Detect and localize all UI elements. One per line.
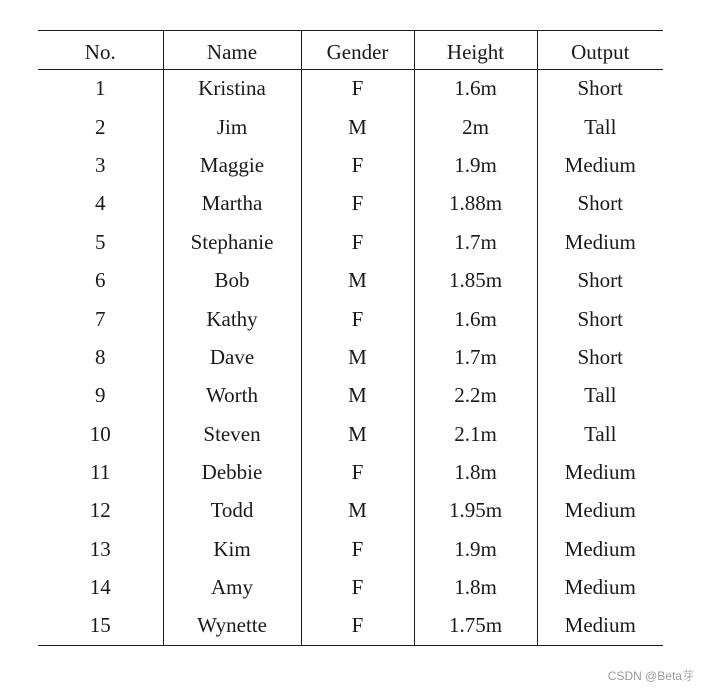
cell-output: Short <box>537 338 663 376</box>
table-row <box>38 492 663 530</box>
cell-output: Medium <box>537 492 663 530</box>
cell-height: 1.95m <box>414 492 537 530</box>
cell-name: Jim <box>163 108 301 146</box>
cell-name: Dave <box>163 338 301 376</box>
cell-gender: F <box>301 530 414 568</box>
cell-name: Kim <box>163 530 301 568</box>
cell-height: 2.2m <box>414 377 537 415</box>
cell-output: Tall <box>537 377 663 415</box>
cell-gender: F <box>301 300 414 338</box>
cell-gender: M <box>301 377 414 415</box>
table-row <box>38 569 663 607</box>
cell-gender: F <box>301 185 414 223</box>
table-header <box>38 31 663 70</box>
table-row <box>38 108 663 146</box>
cell-gender: F <box>301 453 414 491</box>
cell-height: 1.6m <box>414 70 537 108</box>
cell-output: Medium <box>537 223 663 261</box>
table-row <box>38 300 663 338</box>
cell-name: Maggie <box>163 146 301 184</box>
cell-gender: M <box>301 261 414 299</box>
cell-no: 12 <box>89 498 111 523</box>
cell-name: Steven <box>163 415 301 453</box>
cell-output: Medium <box>537 569 663 607</box>
cell-output: Tall <box>537 415 663 453</box>
cell-gender: F <box>301 223 414 261</box>
cell-gender: F <box>301 146 414 184</box>
cell-output: Medium <box>537 530 663 568</box>
cell-no: 6 <box>95 268 106 293</box>
cell-no: 8 <box>95 344 106 369</box>
cell-no: 4 <box>95 191 106 216</box>
cell-no: 3 <box>95 152 106 177</box>
cell-no: 1 <box>95 76 106 101</box>
cell-output: Medium <box>537 607 663 645</box>
table-row <box>38 261 663 299</box>
cell-name: Todd <box>163 492 301 530</box>
cell-height: 1.9m <box>414 530 537 568</box>
cell-name: Bob <box>163 261 301 299</box>
cell-height: 2.1m <box>414 415 537 453</box>
table-row <box>38 607 663 645</box>
table-body <box>38 70 663 646</box>
cell-height: 2m <box>414 108 537 146</box>
cell-height: 1.88m <box>414 185 537 223</box>
header-gender: Gender <box>301 31 414 70</box>
header-row <box>38 31 663 70</box>
table-row <box>38 70 663 108</box>
cell-name: Stephanie <box>163 223 301 261</box>
cell-output: Short <box>537 70 663 108</box>
cell-height: 1.9m <box>414 146 537 184</box>
cell-output: Short <box>537 261 663 299</box>
cell-no: 2 <box>95 114 106 139</box>
cell-gender: M <box>301 338 414 376</box>
table-row <box>38 146 663 184</box>
cell-no: 5 <box>95 229 106 254</box>
table-row <box>38 223 663 261</box>
cell-name: Wynette <box>163 607 301 645</box>
cell-gender: M <box>301 415 414 453</box>
cell-name: Amy <box>163 569 301 607</box>
cell-no: 15 <box>38 607 163 645</box>
cell-name: Worth <box>163 377 301 415</box>
cell-no: 13 <box>89 536 111 561</box>
cell-gender: F <box>301 569 414 607</box>
table-row <box>38 453 663 491</box>
table-row <box>38 338 663 376</box>
cell-height: 1.8m <box>414 453 537 491</box>
header-name: Name <box>163 31 301 70</box>
cell-height: 1.85m <box>414 261 537 299</box>
cell-no: 10 <box>89 421 111 446</box>
data-table-container <box>38 30 663 646</box>
cell-output: Tall <box>537 108 663 146</box>
height-classification-table <box>38 30 663 646</box>
cell-name: Debbie <box>163 453 301 491</box>
table-row <box>38 530 663 568</box>
cell-height: 1.7m <box>414 338 537 376</box>
cell-height: 1.8m <box>414 569 537 607</box>
cell-no: 9 <box>95 383 106 408</box>
cell-gender: M <box>301 492 414 530</box>
cell-height: 1.75m <box>414 607 537 645</box>
cell-gender: M <box>301 108 414 146</box>
cell-no: 14 <box>89 575 111 600</box>
table-row <box>38 185 663 223</box>
header-no: No. <box>38 31 163 70</box>
cell-no: 7 <box>95 306 106 331</box>
cell-height: 1.6m <box>414 300 537 338</box>
cell-name: Kristina <box>163 70 301 108</box>
header-output: Output <box>537 31 663 70</box>
cell-no: 11 <box>90 460 111 485</box>
table-row <box>38 415 663 453</box>
header-height: Height <box>414 31 537 70</box>
cell-output: Short <box>537 185 663 223</box>
cell-name: Kathy <box>163 300 301 338</box>
cell-output: Medium <box>537 146 663 184</box>
watermark: CSDN @Beta芽 <box>607 669 694 683</box>
table-row <box>38 377 663 415</box>
cell-gender: F <box>301 70 414 108</box>
cell-height: 1.7m <box>414 223 537 261</box>
cell-output: Short <box>537 300 663 338</box>
cell-output: Medium <box>537 453 663 491</box>
cell-name: Martha <box>163 185 301 223</box>
cell-gender: F <box>301 607 414 645</box>
